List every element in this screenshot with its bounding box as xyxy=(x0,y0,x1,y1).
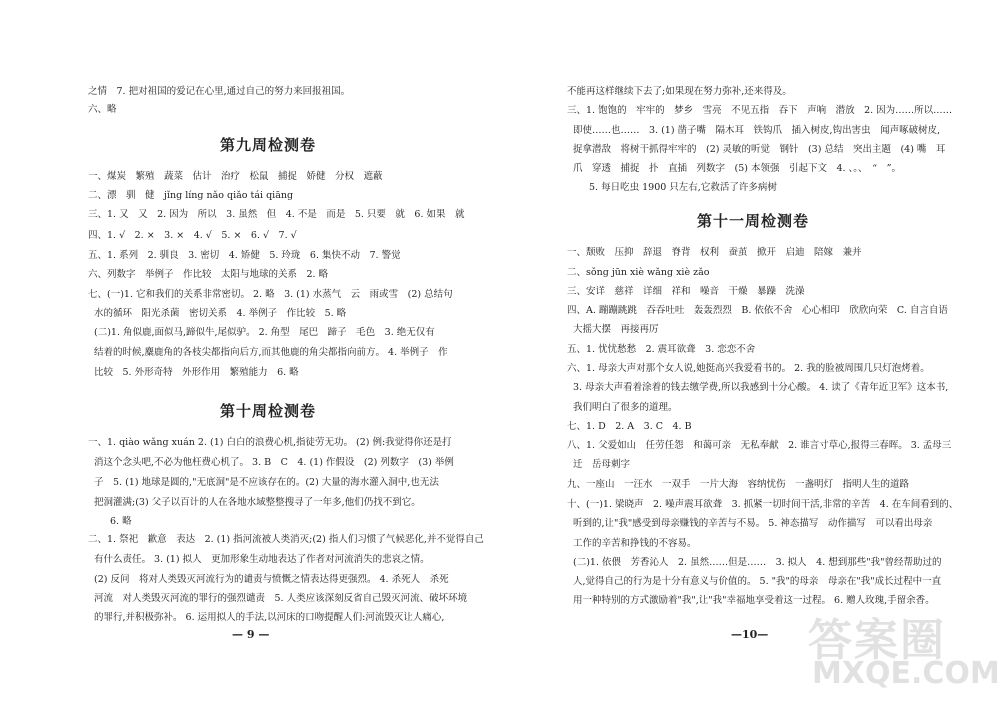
text-line: 四、A. 蹦蹦跳跳 吞吞吐吐 轰轰烈烈 B. 依依不舍 心心相印 欣欣向荣 C. 自言自语 xyxy=(567,305,948,316)
text-line: 爪 穿透 捕捉 扑 直插 列数字 (5) 本领强 引起下文 4. 、。、 “ ”。 xyxy=(573,163,902,174)
text-line: 三、安详 慈祥 详细 祥和 噪音 干燥 暴躁 洗澡 xyxy=(567,286,805,297)
text-line: 子 5. (1) 地球是圆的,"无底洞"是不应该存在的。(2) 大量的海水灌入洞中,也无法 xyxy=(94,477,439,488)
text-line: 三、1. 又 又 2. 因为 所以 3. 虽然 但 4. 不是 而是 5. 只要 就 6. 如果 就 xyxy=(88,209,465,220)
text-line: 即使……也…… 3. (1) 凿子嘴 隔木耳 铁钩爪 插入树皮,钩出害虫 闻声啄破树皮, xyxy=(573,125,941,136)
text-line: 六、1. 母亲大声对那个女人说,她挺高兴我爱看书的。 2. 我的脸被周围几只灯泡烤着。 xyxy=(567,363,930,374)
text-line: 的罪行,并积极弥补。 6. 运用拟人的手法,以河床的口吻提醒人们:河流毁灭让人痛心, xyxy=(94,612,445,623)
text-line: 一、1. qiào wǎng xuán 2. (1) 白白的浪费心机,指徒劳无功。 (2) 例:我觉得你还是打 xyxy=(88,437,452,448)
text-line: 七、1. D 2. A 3. C 4. B xyxy=(567,421,692,432)
text-line: 迁 岳母刺字 xyxy=(573,459,631,470)
text-line: 人,觉得自己的行为是十分有意义与价值的。 5. "我"的母亲 母亲在"我"成长过程中一直 xyxy=(573,576,942,587)
text-line: (2) 反问 将对人类毁灭河流行为的谴责与愤慨之情表达得更强烈。 4. 杀死人 杀死 xyxy=(94,574,449,585)
text-line: 结着的时候,麋鹿角的各枝尖都指向后方,而其他鹿的角尖都指向前方。 4. 举例子 作 xyxy=(94,347,448,358)
text-line: 一、颓败 压抑 辞退 脊背 权利 蚕茧 掀开 启迪 陪嫁 兼并 xyxy=(567,247,862,258)
text-line: 之情 7. 把对祖国的爱记在心里,通过自己的努力来回报祖国。 xyxy=(88,86,351,97)
text-line: 不能再这样继续下去了;如果现在努力弥补,还来得及。 xyxy=(567,86,792,97)
text-line: 九、一座山 一汪水 一双手 一片大海 容纳忧伤 一盏明灯 指明人生的道路 xyxy=(567,479,910,490)
text-line: (二)1. 角似鹿,面似马,蹄似牛,尾似驴。 2. 角型 尾巴 蹄子 毛色 3. 绝无仅有 xyxy=(94,327,435,338)
page-number: — 9 — xyxy=(232,628,270,641)
watermark-text: 答案圈 xyxy=(808,615,946,666)
text-line: 三、1. 饱饱的 牢牢的 梦乡 雪亮 不见五指 吞下 声响 潜放 2. 因为……所以…… xyxy=(567,105,953,116)
text-line: 捉拿潜敌 将树干抓得牢牢的 (2) 灵敏的听觉 钢针 (3) 总结 突出主题 (4) 嘴 耳 xyxy=(573,144,946,155)
text-line: 消这个念头吧,不必为他枉费心机了。 3. B C 4. (1) 作假设 (2) 列数字 (3) 举例 xyxy=(94,457,454,468)
text-line: 我们明白了很多的道理。 xyxy=(573,402,678,413)
section-heading-week11: 第十一周检测卷 xyxy=(696,212,809,230)
text-line: 七、(一)1. 它和我们的关系非常密切。 2. 略 3. (1) 水蒸气 云 雨或雪 (2) 总结句 xyxy=(88,289,453,300)
text-line: 一、煤炭 繁殖 蔬菜 估计 治疗 松鼠 捕捉 娇健 分权 遮蔽 xyxy=(88,171,383,182)
page-number: —10— xyxy=(731,628,769,641)
text-line: 听到的,让"我"感受到母亲赚钱的辛苦与不易。 5. 神态描写 动作描写 可以看出母亲 xyxy=(573,518,933,529)
text-line: 工作的辛苦和挣钱的不容易。 xyxy=(573,538,697,549)
text-line: 把洞灌满;(3) 父子以百计的人在各地水域整整搜寻了一年多,他们仍找不到它。 xyxy=(94,497,421,508)
text-line: (二)1. 依偎 芳香沁人 2. 虽然……但是…… 3. 拟人 4. 想到那些"我"曾经帮助过的 xyxy=(573,557,942,568)
watermark-url: MXQE.COM xyxy=(812,656,1000,691)
text-line: 二、1. 祭祀 歉意 表达 2. (1) 指河流被人类消灭;(2) 指人们习惯了气候恶化,并不觉得自己 xyxy=(88,534,484,545)
text-line: 有什么责任。 3. (1) 拟人 更加形象生动地表达了作者对河流消失的悲哀之情。 xyxy=(94,554,430,565)
text-line: 河流 对人类毁灭河流的罪行的强烈谴责 5. 人类应该深刻反省自己毁灭河流、破坏环境 xyxy=(94,593,468,604)
text-line: 五、1. 忧忧愁愁 2. 震耳欲聋 3. 恋恋不舍 xyxy=(567,344,756,355)
text-line: 六、略 xyxy=(88,104,117,115)
text-line: 用一种特别的方式激励着"我",让"我"幸福地享受着这一过程。 6. 赠人玫瑰,手留余香。 xyxy=(573,595,935,606)
text-line: 6. 略 xyxy=(110,516,132,527)
text-line: 八、1. 父爱如山 任劳任怨 和蔼可亲 无私奉献 2. 谁言寸草心,报得三春晖。 3. 孟母三 xyxy=(567,440,952,451)
text-line: 十、(一)1. 梁晓声 2. 噪声震耳欲聋 3. 抓紧一切时间干活,非常的辛苦 4. 在车间看到的、 xyxy=(567,499,959,510)
text-line: 大摇大摆 再接再厉 xyxy=(573,324,659,335)
text-line: 五、1. 系列 2. 驯良 3. 密切 4. 矫健 5. 玲珑 6. 集快不动 7. 警觉 xyxy=(88,250,401,261)
text-line: 水的循环 阳光杀菌 密切关系 4. 举例子 作比较 5. 略 xyxy=(94,308,347,319)
section-heading-week10: 第十周检测卷 xyxy=(219,402,316,420)
watermark-logo xyxy=(808,604,1000,700)
section-heading-week9: 第九周检测卷 xyxy=(219,136,316,154)
text-line: 比较 5. 外形奇特 外形作用 繁殖能力 6. 略 xyxy=(94,367,299,378)
text-line: 六、列数字 举例子 作比较 太阳与地球的关系 2. 略 xyxy=(88,269,329,280)
text-line: 二、sǒng jūn xiè wǎng xiè zǎo xyxy=(567,267,710,278)
text-line: 5. 每日吃虫 1900 只左右,它救活了许多病树 xyxy=(589,182,777,193)
text-line: 3. 母亲大声看着涂着的钱去缴学费,所以我感到十分心酸。 4. 读了《青年近卫军》这本书, xyxy=(573,382,949,393)
text-line: 四、1. √ 2. × 3. × 4. √ 5. × 6. √ 7. √ xyxy=(88,230,297,241)
text-line: 二、漂 驯 健 jǐng líng nǎo qiǎo tái qiāng xyxy=(88,190,294,201)
